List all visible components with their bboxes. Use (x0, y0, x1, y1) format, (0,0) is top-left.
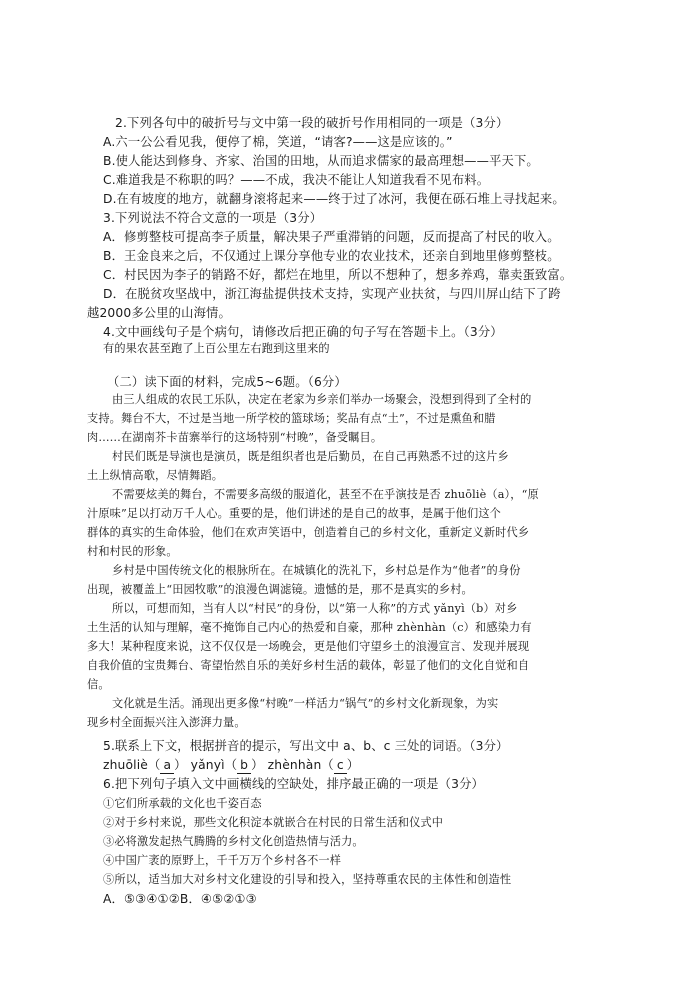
passage-line: 自我价值的宝贵舞台、寄望怡然自乐的美好乡村生活的载体，彰显了他们的文化自觉和自 (87, 659, 530, 672)
passage-line: 土生活的认知与理解，毫不掩饰自己内心的热爱和自豪，那种 zhènhàn（c）和感染力有 (87, 621, 532, 634)
q3-stem: 3.下列说法不符合文意的一项是（3分） (103, 211, 323, 225)
passage-line: 文化就是生活。涌现出更多像“村晚”一样活力“锅气”的乡村文化新现象，为实 (112, 697, 499, 710)
q6-options: A．⑤③④①②B．④⑤②①③ (103, 892, 257, 906)
passage-line: 村民们既是导演也是演员，既是组织者也是后勤员，在自己再熟悉不过的这片乡 (112, 450, 509, 463)
q6-sentence-3: ③必将激发起热气腾腾的乡村文化创造热情与活力。 (103, 835, 364, 848)
passage-line: 信。 (87, 678, 110, 691)
q6-sentence-1: ①它们所承载的文化也千姿百态 (103, 797, 262, 810)
q6-sentence-4: ④中国广袤的原野上，千千万万个乡村各不一样 (103, 854, 342, 867)
q5-blank-b: b (237, 757, 251, 774)
passage-line: 汁原味”足以打动万千人心。重要的是，他们讲述的是自己的故事，是属于他们这个 (87, 507, 502, 520)
q2-option-a: A.六一公公看见我，便停了棉，笑道，“请客?——这是应该的。” (103, 135, 453, 149)
q4-sentence: 有的果农甚至跑了上百公里左右跑到这里来的 (103, 342, 330, 355)
passage-line: 村和村民的形象。 (87, 545, 178, 558)
passage-line: 群体的真实的生命体验，他们在欢声笑语中，创造着自己的乡村文化，重新定义新时代乡 (87, 526, 530, 539)
q5-blanks (103, 757, 359, 774)
q2-option-c: C.难道我是不称职的吗？——不成，我决不能让人知道我看不见布料。 (103, 173, 490, 187)
passage-line: 现乡村全面振兴注入澎湃力量。 (87, 716, 246, 729)
q5-blank-c: c (334, 757, 347, 774)
passage-line: 土上纵情高歌，尽情舞蹈。 (87, 469, 224, 482)
passage-line: 支持。舞台不大，不过是当地一所学校的篮球场；奖品有点“土”，不过是熏鱼和腊 (87, 412, 496, 425)
q5-blank-a: a (160, 757, 174, 774)
q3-option-d-cont: 越2000多公里的山海情。 (87, 306, 231, 320)
passage-line: 由三人组成的农民工乐队，决定在老家为乡亲们举办一场聚会，没想到得到了全村的 (112, 393, 532, 406)
passage-line: 不需要炫美的舞台，不需要多高级的服道化，甚至不在乎演技是否 zhuōliè（a），“原 (112, 488, 539, 501)
q6-sentence-2: ②对于乡村来说，那些文化积淀本就嵌合在村民的日常生活和仪式中 (103, 816, 444, 829)
q5-stem: 5.联系上下文，根据拼音的提示，写出文中 a、b、c 三处的词语。（3分） (103, 739, 509, 753)
q3-option-d: D．在脱贫攻坚战中，浙江海盐提供技术支持，实现产业扶贫，与四川屏山结下了跨 (103, 287, 561, 301)
q5-pinyin-a: zhuōliè（ (103, 758, 161, 772)
q4-stem: 4.文中画线句子是个病句，请修改后把正确的句子写在答题卡上。（3分） (103, 325, 503, 339)
q3-option-c: C．村民因为李子的销路不好，都烂在地里，所以不想种了，想多养鸡，靠卖蛋致富。 (103, 268, 573, 282)
passage-line: 乡村是中国传统文化的根脉所在。在城镇化的洗礼下，乡村总是作为“他者”的身份 (112, 564, 521, 577)
passage-line: 所以，可想而知，当有人以“村民”的身份，以“第一人称”的方式 yǎnyì（b）对乡 (112, 602, 518, 615)
passage-line: 多大！某种程度来说，这不仅仅是一场晚会，更是他们守望乡土的浪漫宣言、发现并展现 (87, 640, 530, 653)
q5-close: ） (346, 758, 360, 772)
section-heading: （二）读下面的材料，完成5~6题。（6分） (107, 375, 347, 389)
q2-option-d: D.在有坡度的地方，就翻身滚将起来——终于过了冰河，我便在砾石堆上寻找起来。 (103, 192, 565, 206)
q2-stem: 2.下列各句中的破折号与文中第一段的破折号作用相同的一项是（3分） (115, 116, 509, 130)
q3-option-a: A．修剪整枝可提高李子质量，解决果子严重滞销的问题，反而提高了村民的收入。 (103, 230, 560, 244)
q2-option-b: B.使人能达到修身、齐家、治国的田地，从而追求儒家的最高理想——平天下。 (103, 154, 539, 168)
q3-option-b: B．王金良来之后，不仅通过上课分享他专业的农业技术，还亲自到地里修剪整枝。 (103, 249, 560, 263)
q5-pinyin-b: ） yǎnyì（ (174, 758, 238, 772)
q6-sentence-5: ⑤所以，适当加大对乡村文化建设的引导和投入，坚持尊重农民的主体性和创造性 (103, 873, 512, 886)
q5-pinyin-c: ） zhènhàn（ (251, 758, 334, 772)
q6-stem: 6.把下列句子填入文中画横线的空缺处，排序最正确的一项是（3分） (103, 777, 484, 791)
passage-line: 出现，被覆盖上“田园牧歌”的浪漫色调滤镜。遗憾的是，那不是真实的乡村。 (87, 583, 473, 596)
passage-line: 肉……在湖南芥卡苗寨举行的这场特别“村晚”，备受瞩目。 (87, 431, 383, 444)
